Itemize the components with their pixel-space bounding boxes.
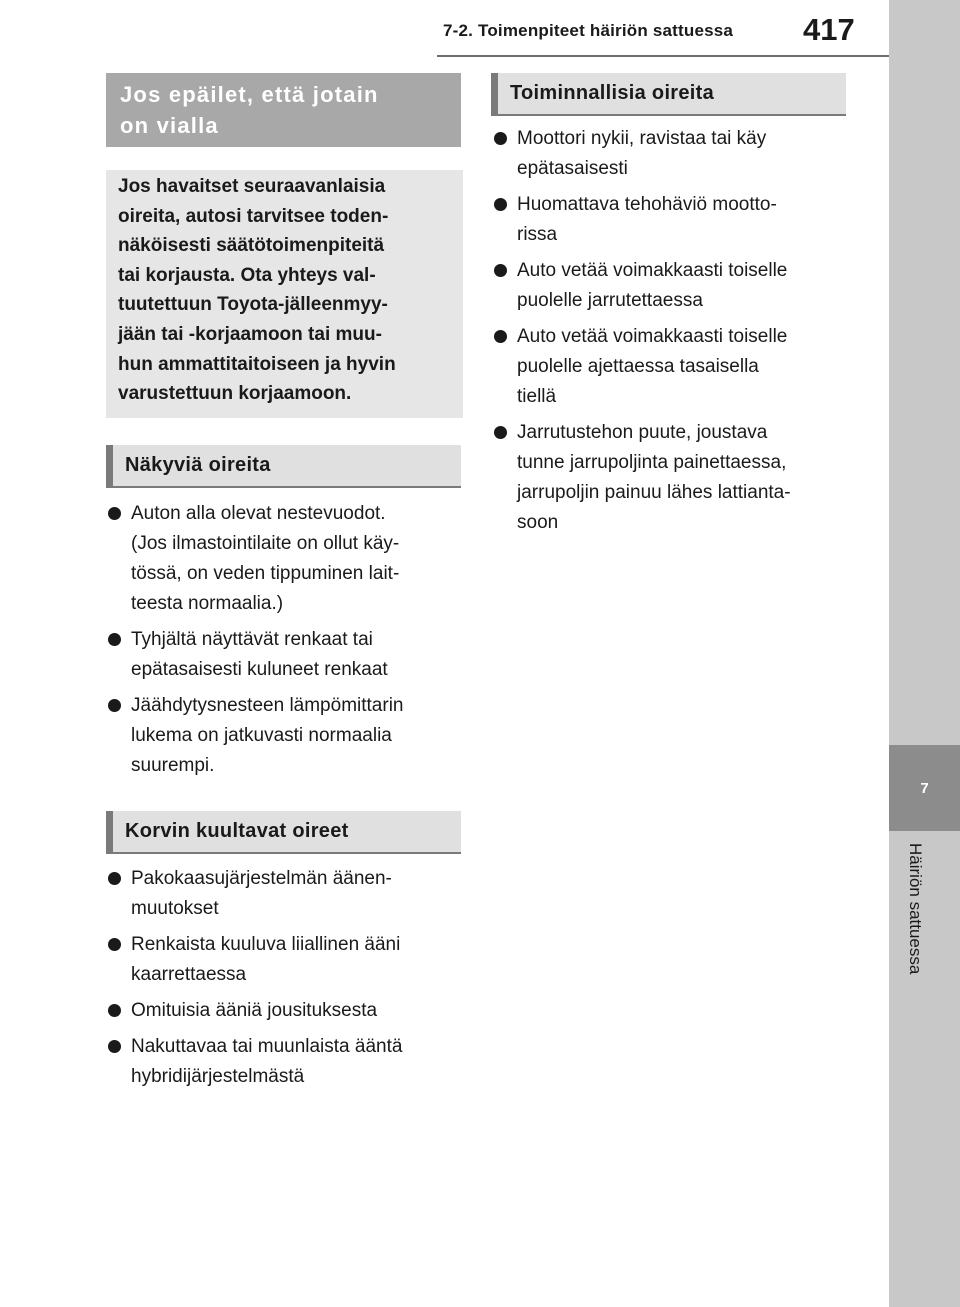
list-item-line: Tyhjältä näyttävät renkaat tai bbox=[131, 629, 373, 650]
list-item-line: hybridijärjestelmästä bbox=[131, 1066, 305, 1087]
list-item-line: epätasaisesti bbox=[517, 158, 628, 179]
bullet-icon bbox=[494, 264, 507, 277]
list-item-line: Renkaista kuuluva liiallinen ääni bbox=[131, 934, 401, 955]
chapter-label: Häiriön sattuessa bbox=[906, 843, 925, 975]
list-item-line: Omituisia ääniä jousituksesta bbox=[131, 1000, 378, 1021]
bullet-icon bbox=[108, 699, 121, 712]
list-item-line: Pakokaasujärjestelmän äänen- bbox=[131, 868, 392, 889]
main-heading-banner bbox=[106, 73, 461, 147]
list-item-line: Auto vetää voimakkaasti toiselle bbox=[517, 260, 788, 281]
bullet-icon bbox=[494, 132, 507, 145]
notice-box bbox=[106, 170, 463, 418]
bullet-icon bbox=[108, 872, 121, 885]
list-item-line: Huomattava tehohäviö mootto- bbox=[517, 194, 777, 215]
list-item bbox=[107, 864, 457, 924]
section-title-audible: Korvin kuultavat oireet bbox=[125, 820, 349, 842]
list-item-line: Auton alla olevat nestevuodot. bbox=[131, 503, 386, 524]
notice-line: näköisesti säätötoimenpiteitä bbox=[118, 235, 385, 257]
header-divider bbox=[437, 55, 889, 57]
list-item-line: epätasaisesti kuluneet renkaat bbox=[131, 659, 388, 680]
list-item-line: rissa bbox=[517, 224, 558, 245]
list-item-line: suurempi. bbox=[131, 755, 215, 776]
main-heading-line: on vialla bbox=[120, 113, 219, 138]
notice-line: hun ammattitaitoiseen ja hyvin bbox=[118, 353, 396, 375]
notice-line: oireita, autosi tarvitsee toden- bbox=[118, 205, 389, 227]
list-item bbox=[107, 625, 457, 685]
list-item-line: Nakuttavaa tai muunlaista ääntä bbox=[131, 1036, 403, 1057]
functional-symptoms-list bbox=[493, 124, 843, 538]
list-item-line: Jarrutustehon puute, joustava bbox=[517, 422, 768, 443]
bullet-icon bbox=[108, 507, 121, 520]
list-item-line: tössä, on veden tippuminen lait- bbox=[131, 563, 400, 584]
main-heading bbox=[120, 79, 447, 141]
section-title-visible: Näkyviä oireita bbox=[125, 454, 271, 476]
list-item-line: muutokset bbox=[131, 898, 219, 919]
list-item bbox=[493, 124, 843, 184]
list-item-line: Moottori nykii, ravistaa tai käy bbox=[517, 128, 767, 149]
bullet-icon bbox=[108, 1004, 121, 1017]
list-item-line: tiellä bbox=[517, 386, 557, 407]
list-item-line: soon bbox=[517, 512, 559, 533]
bullet-icon bbox=[108, 938, 121, 951]
list-item bbox=[493, 322, 843, 412]
section-heading-visible bbox=[106, 445, 461, 488]
notice-line: tuutettuun Toyota-jälleenmyy- bbox=[118, 294, 388, 316]
notice-line: jään tai -korjaamoon tai muu- bbox=[118, 323, 382, 345]
list-item bbox=[493, 190, 843, 250]
list-item-line: (Jos ilmastointilaite on ollut käy- bbox=[131, 533, 400, 554]
section-heading-functional bbox=[491, 73, 846, 116]
bullet-icon bbox=[108, 633, 121, 646]
list-item-line: puolelle ajettaessa tasaisella bbox=[517, 356, 759, 377]
side-tab-strip bbox=[889, 0, 960, 1307]
audible-symptoms-list bbox=[107, 864, 457, 1092]
section-title: 7-2. Toimenpiteet häiriön sattuessa bbox=[443, 21, 734, 40]
list-item-line: puolelle jarrutettaessa bbox=[517, 290, 703, 311]
section-heading-audible bbox=[106, 811, 461, 854]
visible-symptoms-list bbox=[107, 499, 457, 781]
list-item bbox=[107, 691, 457, 781]
notice-text bbox=[118, 172, 451, 409]
chapter-number: 7 bbox=[920, 779, 929, 797]
main-heading-line: Jos epäilet, että jotain bbox=[120, 82, 379, 107]
list-item bbox=[107, 930, 457, 990]
notice-line: tai korjausta. Ota yhteys val- bbox=[118, 264, 376, 286]
bullet-icon bbox=[494, 426, 507, 439]
list-item-line: teesta normaalia.) bbox=[131, 593, 284, 614]
page-number: 417 bbox=[803, 12, 855, 47]
list-item bbox=[107, 1032, 457, 1092]
list-item-line: lukema on jatkuvasti normaalia bbox=[131, 725, 392, 746]
list-item bbox=[107, 996, 457, 1026]
list-item-line: kaarrettaessa bbox=[131, 964, 247, 985]
section-title-functional: Toiminnallisia oireita bbox=[510, 82, 715, 104]
chapter-tab bbox=[889, 745, 960, 831]
list-item bbox=[493, 418, 843, 538]
bullet-icon bbox=[494, 198, 507, 211]
list-item-line: Auto vetää voimakkaasti toiselle bbox=[517, 326, 788, 347]
notice-line: varustettuun korjaamoon. bbox=[118, 383, 352, 405]
list-item-line: jarrupoljin painuu lähes lattianta- bbox=[517, 482, 791, 503]
list-item-line: Jäähdytysnesteen lämpömittarin bbox=[131, 695, 404, 716]
bullet-icon bbox=[494, 330, 507, 343]
list-item-line: tunne jarrupoljinta painettaessa, bbox=[517, 452, 787, 473]
bullet-icon bbox=[108, 1040, 121, 1053]
list-item bbox=[493, 256, 843, 316]
list-item bbox=[107, 499, 457, 619]
notice-line: Jos havaitset seuraavanlaisia bbox=[118, 176, 386, 197]
